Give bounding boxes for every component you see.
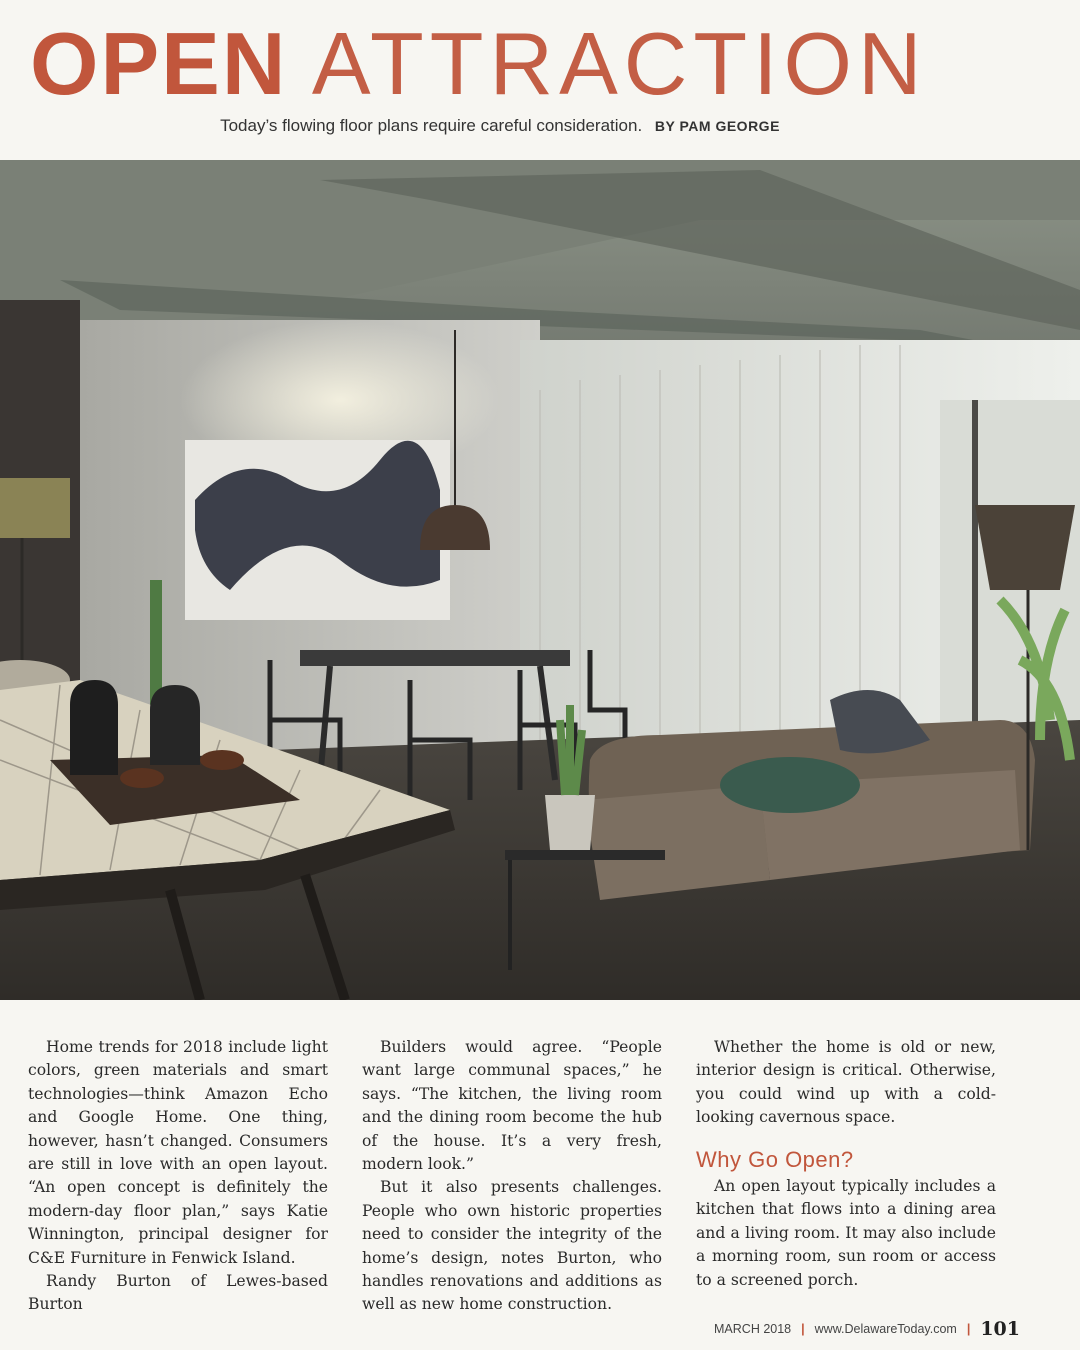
headline-bold: OPEN <box>30 14 288 113</box>
byline: BY PAM GEORGE <box>654 118 780 134</box>
hero-photo <box>0 160 1080 1000</box>
footer-divider: | <box>966 1322 971 1336</box>
paragraph: Home trends for 2018 include light colors, green materials and smart technologies—think Amazon Echo and Google Home. One thing, however, hasn’t changed. Consumers are still in love with an open layout. “An open concept is definitely the modern-day floor plan,” says Katie Winnington, principal designer for C&E Furniture in Fenwick Island. <box>28 1038 328 1267</box>
paragraph: But it also presents challenges. People who own historic properties need to consider the integrity of the home’s design, notes Burton, who handles renovations and additions as well as new home construction. <box>362 1178 662 1314</box>
page-footer <box>714 1318 1020 1340</box>
website: www.DelawareToday.com <box>814 1322 957 1336</box>
headline-light: ATTRACTION <box>311 14 928 113</box>
headline <box>30 14 1060 114</box>
column-1 <box>28 1036 328 1317</box>
column-3 <box>696 1036 996 1292</box>
footer-divider: | <box>801 1322 805 1336</box>
column-2 <box>362 1036 662 1317</box>
issue-date: MARCH 2018 <box>714 1322 792 1336</box>
paragraph: Whether the home is old or new, interior design is critical. Otherwise, you could wind up with a cold-looking cavernous space. <box>696 1038 996 1127</box>
paragraph: An open layout typically includes a kitchen that flows into a dining area and a living room. It may also include a morning room, sun room or access to a screened porch. <box>696 1177 996 1289</box>
paragraph: Randy Burton of Lewes-based Burton <box>28 1272 328 1314</box>
interior-scene-illustration <box>0 160 1080 1000</box>
page-number: 101 <box>980 1318 1020 1340</box>
paragraph: Builders would agree. “People want large communal spaces,” he says. “The kitchen, the living room and the dining room become the hub of the house. It’s a very fresh, modern look.” <box>362 1038 662 1174</box>
subhead: Why Go Open? <box>696 1146 854 1172</box>
dek <box>0 116 1000 136</box>
dek-text: Today’s flowing floor plans require careful consideration. <box>220 116 643 135</box>
